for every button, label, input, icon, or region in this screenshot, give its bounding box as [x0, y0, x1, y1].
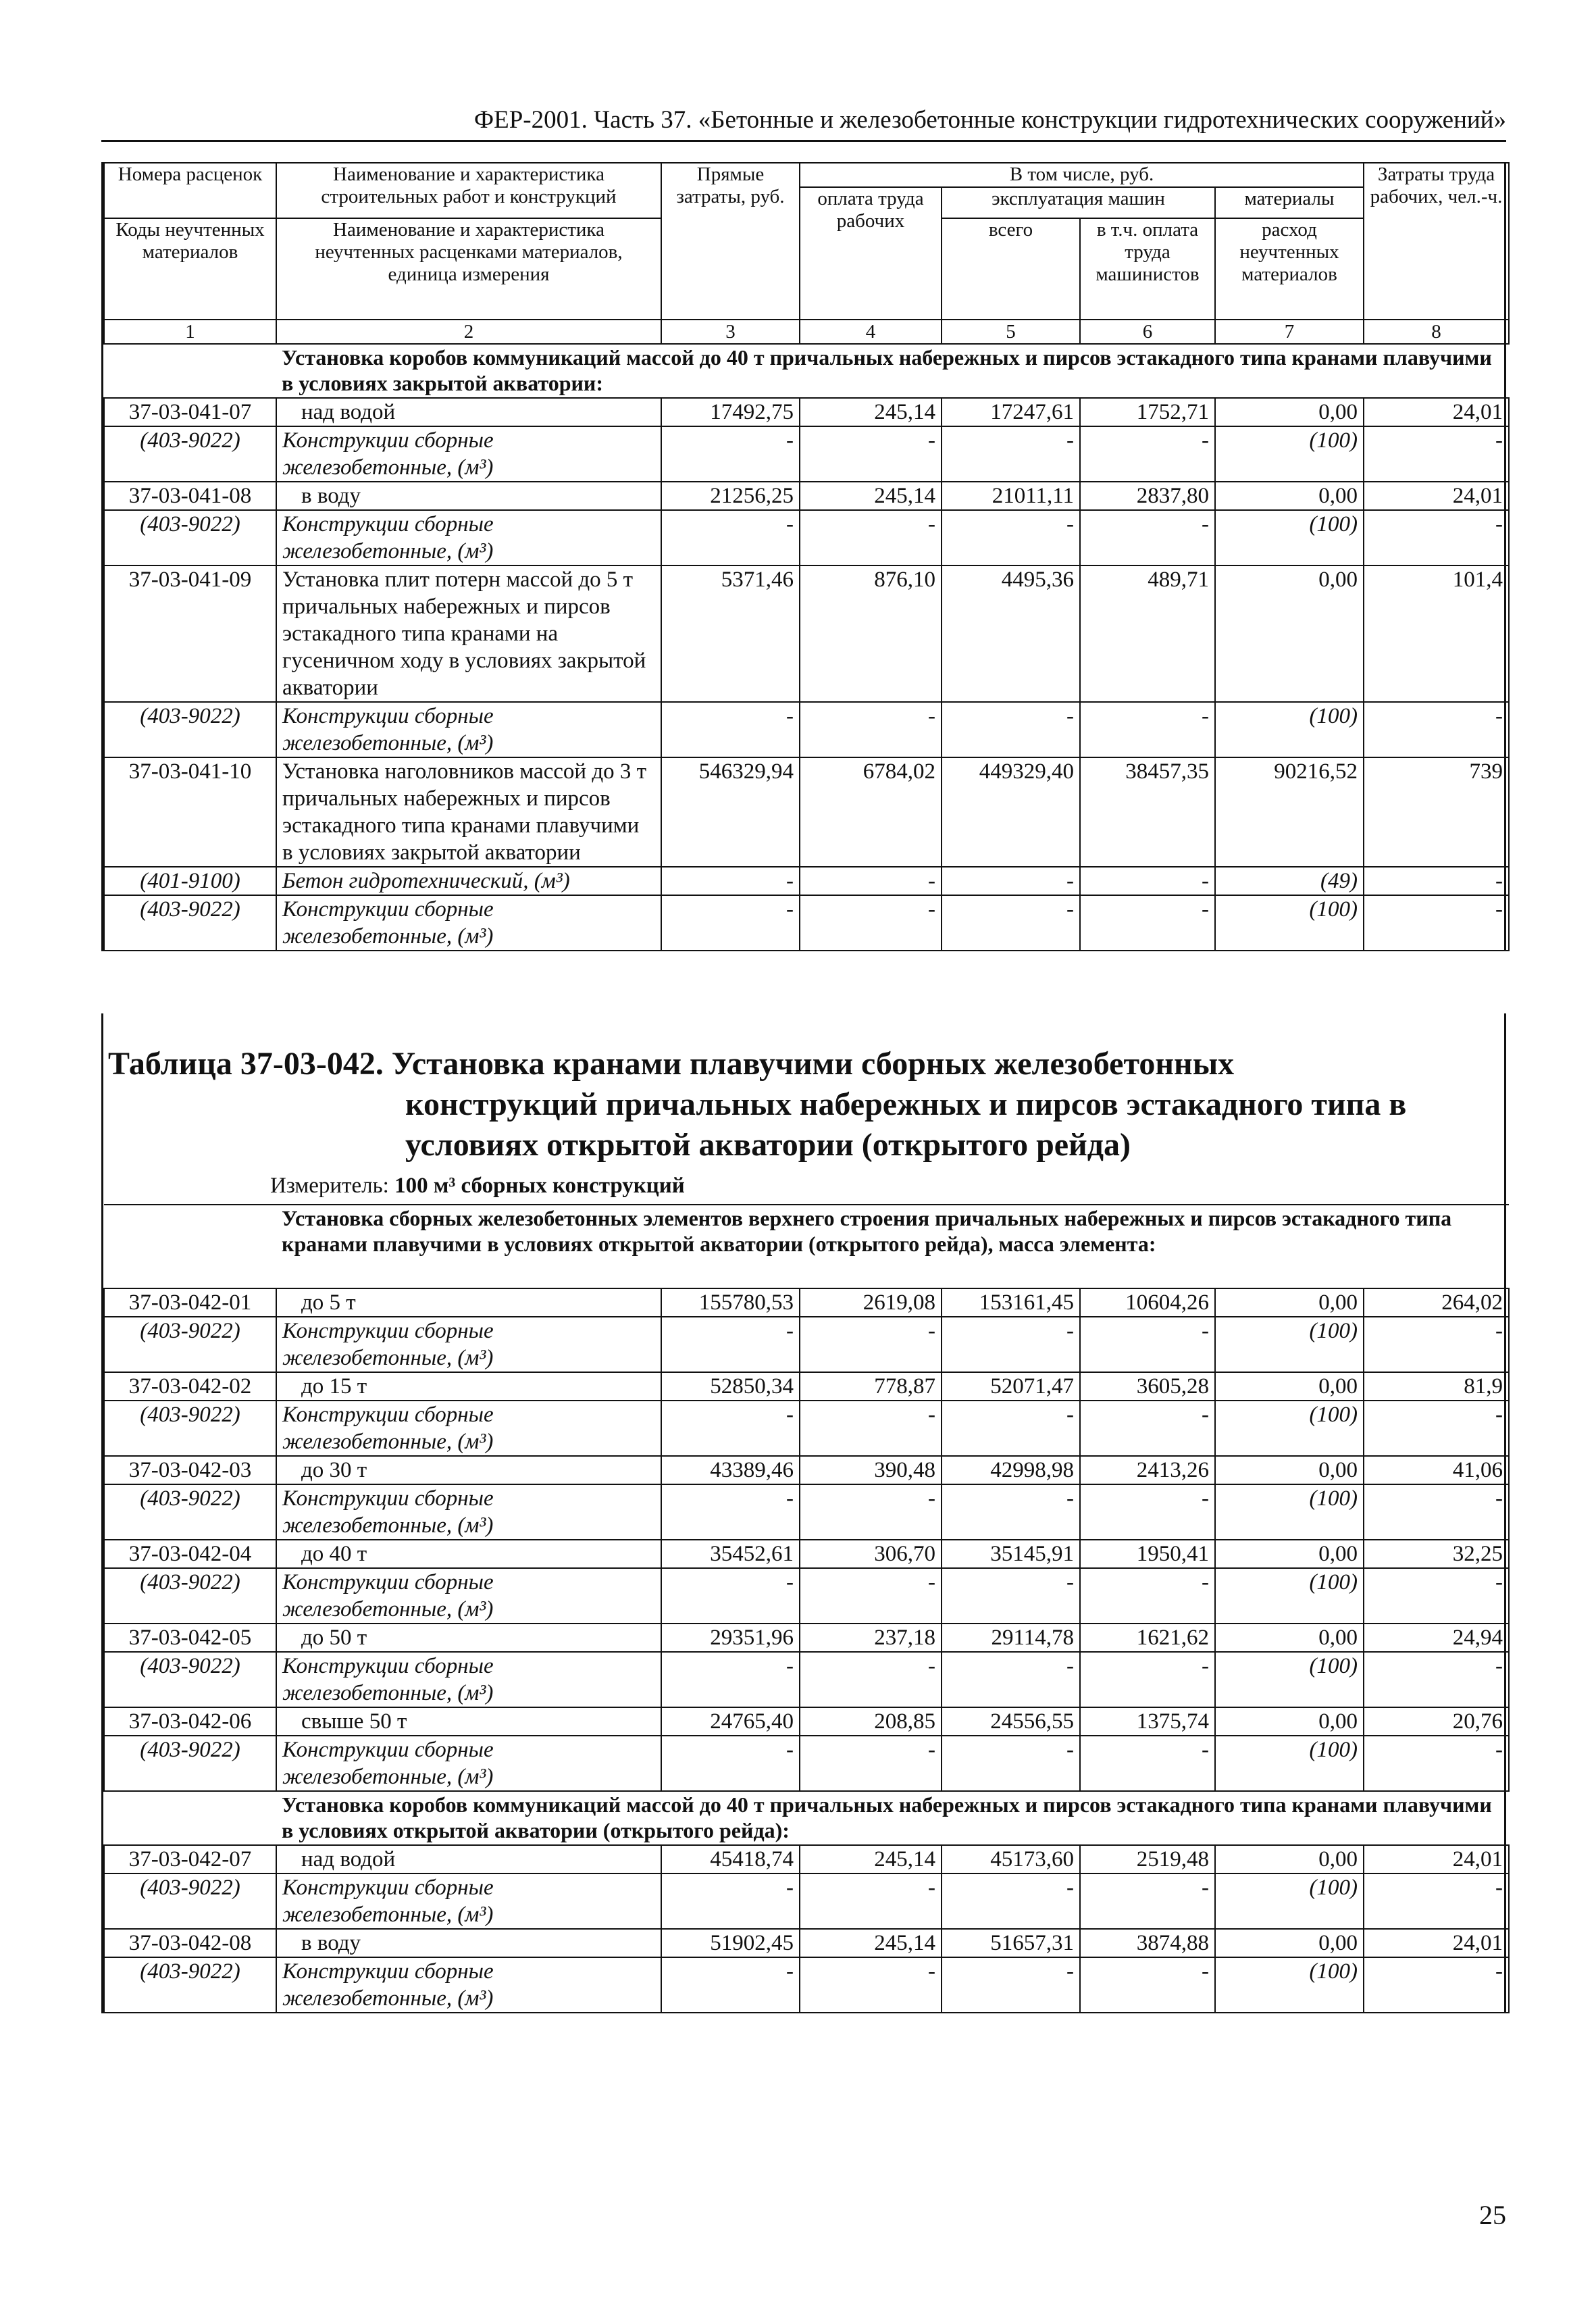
labor-pay: 245,14 — [800, 1929, 942, 1957]
machines-total: 24556,55 — [942, 1707, 1080, 1736]
machinist-pay: 1621,62 — [1080, 1624, 1215, 1652]
materials-value: 0,00 — [1215, 398, 1364, 426]
dash: - — [661, 1401, 800, 1456]
direct-cost: 21256,25 — [661, 482, 800, 510]
machines-total: 45173,60 — [942, 1845, 1080, 1873]
material-name: Конструкции сборные железобетонные, (м³) — [276, 1484, 661, 1540]
labor-hours: 81,9 — [1364, 1372, 1509, 1401]
machinist-pay: 489,71 — [1080, 565, 1215, 702]
header-c8: Затраты труда рабочих, чел.-ч. — [1364, 163, 1509, 320]
material-qty: (100) — [1215, 895, 1364, 951]
machinist-pay: 10604,26 — [1080, 1288, 1215, 1317]
header-c4: оплата труда рабочих — [800, 187, 942, 320]
dash: - — [1080, 1873, 1215, 1929]
dash: - — [942, 1484, 1080, 1540]
materials-value: 90216,52 — [1215, 757, 1364, 867]
dash: - — [942, 1568, 1080, 1624]
material-row: (401-9100) Бетон гидротехнический, (м³) - - - - (49) - — [104, 867, 1509, 895]
material-code: (403-9022) — [104, 1568, 276, 1624]
dash: - — [1364, 1873, 1509, 1929]
work-name: до 50 т — [276, 1624, 661, 1652]
direct-cost: 546329,94 — [661, 757, 800, 867]
dash: - — [800, 1317, 942, 1372]
material-name: Конструкции сборные железобетонные, (м³) — [276, 1317, 661, 1372]
dash: - — [800, 1652, 942, 1707]
machinist-pay: 1752,71 — [1080, 398, 1215, 426]
col-num: 1 — [104, 320, 276, 344]
table-041-frame — [101, 162, 1506, 951]
materials-value: 0,00 — [1215, 1845, 1364, 1873]
work-name: над водой — [276, 1845, 661, 1873]
table-row — [104, 1707, 1509, 1736]
dash: - — [942, 1873, 1080, 1929]
table-042-title: Таблица 37-03-042. Установка кранами плавучими сборных железобетонных конструкций причальных набережных и пирсов эстакадного типа в условиях открытой акватории (открытого рейда) — [108, 1046, 1407, 1163]
material-row: (403-9022) Конструкции сборные железобетонные, (м³) - - - - (100) - — [104, 426, 1509, 482]
work-name: свыше 50 т — [276, 1707, 661, 1736]
table-041 — [103, 162, 1510, 951]
materials-value: 0,00 — [1215, 1707, 1364, 1736]
machinist-pay: 3605,28 — [1080, 1372, 1215, 1401]
labor-pay: 208,85 — [800, 1707, 942, 1736]
dash: - — [800, 1957, 942, 2013]
labor-hours: 24,01 — [1364, 1845, 1509, 1873]
work-name: в воду — [276, 1929, 661, 1957]
machinist-pay: 2837,80 — [1080, 482, 1215, 510]
header-c2b: Наименование и характеристика неучтенных расценками материалов, единица измерения — [276, 218, 661, 320]
labor-hours: 24,01 — [1364, 398, 1509, 426]
material-code: (403-9022) — [104, 426, 276, 482]
labor-pay: 778,87 — [800, 1372, 942, 1401]
machines-total: 29114,78 — [942, 1624, 1080, 1652]
machines-total: 51657,31 — [942, 1929, 1080, 1957]
machinist-pay: 3874,88 — [1080, 1929, 1215, 1957]
col-num: 8 — [1364, 320, 1509, 344]
table-row — [104, 1624, 1509, 1652]
dash: - — [1080, 1401, 1215, 1456]
rate-code: 37-03-042-03 — [104, 1456, 276, 1484]
dash: - — [1080, 1736, 1215, 1791]
material-row — [104, 1484, 1509, 1540]
material-qty: (49) — [1215, 867, 1364, 895]
materials-value: 0,00 — [1215, 1456, 1364, 1484]
rate-code: 37-03-042-01 — [104, 1288, 276, 1317]
labor-pay: 390,48 — [800, 1456, 942, 1484]
table-row — [104, 1288, 1509, 1317]
direct-cost: 29351,96 — [661, 1624, 800, 1652]
dash: - — [661, 1736, 800, 1791]
labor-pay: 876,10 — [800, 565, 942, 702]
work-name: до 5 т — [276, 1288, 661, 1317]
material-row — [104, 1401, 1509, 1456]
work-name: в воду — [276, 482, 661, 510]
material-row — [104, 1652, 1509, 1707]
materials-value: 0,00 — [1215, 1540, 1364, 1568]
col-num: 6 — [1080, 320, 1215, 344]
material-row: (403-9022) Конструкции сборные железобетонные, (м³) - - - - (100) - — [104, 702, 1509, 757]
labor-hours: 739 — [1364, 757, 1509, 867]
material-name: Конструкции сборные железобетонные, (м³) — [276, 702, 661, 757]
table-row — [104, 565, 1509, 702]
col-num: 3 — [661, 320, 800, 344]
material-code: (403-9022) — [104, 1317, 276, 1372]
measure-unit: Измеритель: 100 м³ сборных конструкций — [270, 1174, 685, 1198]
labor-hours: 20,76 — [1364, 1707, 1509, 1736]
header-incl: В том числе, руб. — [800, 163, 1364, 187]
dash: - — [661, 1652, 800, 1707]
dash: - — [661, 1484, 800, 1540]
machines-total: 35145,91 — [942, 1540, 1080, 1568]
dash: - — [1080, 1652, 1215, 1707]
col-num: 5 — [942, 320, 1080, 344]
dash: - — [942, 1317, 1080, 1372]
rate-code: 37-03-042-05 — [104, 1624, 276, 1652]
material-code: (403-9022) — [104, 1957, 276, 2013]
material-name: Конструкции сборные железобетонные, (м³) — [276, 1873, 661, 1929]
material-name: Конструкции сборные железобетонные, (м³) — [276, 1401, 661, 1456]
table-row — [104, 757, 1509, 867]
material-code: (403-9022) — [104, 895, 276, 951]
dash: - — [661, 1873, 800, 1929]
dash: - — [1364, 1568, 1509, 1624]
machines-total: 42998,98 — [942, 1456, 1080, 1484]
material-qty: (100) — [1215, 1652, 1364, 1707]
labor-pay: 306,70 — [800, 1540, 942, 1568]
material-name: Конструкции сборные железобетонные, (м³) — [276, 1568, 661, 1624]
material-name: Конструкции сборные железобетонные, (м³) — [276, 426, 661, 482]
dash: - — [1080, 1317, 1215, 1372]
header-c1a: Номера расценок — [104, 163, 276, 218]
dash: - — [800, 1401, 942, 1456]
table-row — [104, 1372, 1509, 1401]
dash: - — [1364, 1484, 1509, 1540]
material-qty: (100) — [1215, 426, 1364, 482]
material-row — [104, 1873, 1509, 1929]
work-name: до 15 т — [276, 1372, 661, 1401]
labor-hours: 32,25 — [1364, 1540, 1509, 1568]
rate-code: 37-03-041-08 — [104, 482, 276, 510]
table-row — [104, 482, 1509, 510]
materials-value: 0,00 — [1215, 482, 1364, 510]
material-qty: (100) — [1215, 1401, 1364, 1456]
material-qty: (100) — [1215, 702, 1364, 757]
header-c5: всего — [942, 218, 1080, 320]
material-code: (403-9022) — [104, 1652, 276, 1707]
dash: - — [800, 1873, 942, 1929]
rate-code: 37-03-041-07 — [104, 398, 276, 426]
material-code: (403-9022) — [104, 1484, 276, 1540]
table-042 — [103, 1204, 1510, 2013]
material-name: Конструкции сборные железобетонные, (м³) — [276, 1652, 661, 1707]
material-code: (403-9022) — [104, 702, 276, 757]
dash: - — [661, 1957, 800, 2013]
labor-pay: 245,14 — [800, 482, 942, 510]
dash: - — [1080, 1484, 1215, 1540]
dash: - — [800, 1736, 942, 1791]
dash: - — [1364, 1957, 1509, 2013]
header-c6: в т.ч. оплата труда машинистов — [1080, 218, 1215, 320]
work-name: Установка наголовников массой до 3 т причальных набережных и пирсов эстакадного типа кранами плавучими в условиях закрытой акватории — [276, 757, 661, 867]
labor-hours: 41,06 — [1364, 1456, 1509, 1484]
material-qty: (100) — [1215, 510, 1364, 565]
material-row — [104, 1957, 1509, 2013]
table-row — [104, 398, 1509, 426]
material-row — [104, 1317, 1509, 1372]
labor-hours: 24,01 — [1364, 1929, 1509, 1957]
dash: - — [1364, 1401, 1509, 1456]
direct-cost: 51902,45 — [661, 1929, 800, 1957]
machines-total: 153161,45 — [942, 1288, 1080, 1317]
work-name: над водой — [276, 398, 661, 426]
dash: - — [942, 1401, 1080, 1456]
material-qty: (100) — [1215, 1568, 1364, 1624]
materials-value: 0,00 — [1215, 1288, 1364, 1317]
direct-cost: 35452,61 — [661, 1540, 800, 1568]
material-name: Конструкции сборные железобетонные, (м³) — [276, 895, 661, 951]
running-header: ФЕР-2001. Часть 37. «Бетонные и железобетонные конструкции гидротехнических сооружений» — [473, 106, 1506, 134]
machinist-pay: 2413,26 — [1080, 1456, 1215, 1484]
table-row — [104, 1540, 1509, 1568]
col-num: 2 — [276, 320, 661, 344]
labor-hours: 101,4 — [1364, 565, 1509, 702]
rate-code: 37-03-041-10 — [104, 757, 276, 867]
work-name: Установка плит потерн массой до 5 т причальных набережных и пирсов эстакадного типа кранами на гусеничном ходу в условиях закрытой акватории — [276, 565, 661, 702]
material-qty: (100) — [1215, 1873, 1364, 1929]
dash: - — [1364, 1652, 1509, 1707]
material-row — [104, 1736, 1509, 1791]
dash: - — [661, 1568, 800, 1624]
dash: - — [942, 1652, 1080, 1707]
rate-code: 37-03-041-09 — [104, 565, 276, 702]
dash: - — [1364, 1736, 1509, 1791]
machines-total: 4495,36 — [942, 565, 1080, 702]
material-row: (403-9022) Конструкции сборные железобетонные, (м³) - - - - (100) - — [104, 895, 1509, 951]
machinist-pay: 38457,35 — [1080, 757, 1215, 867]
machines-total: 52071,47 — [942, 1372, 1080, 1401]
table-042-frame — [101, 1204, 1506, 2013]
dash: - — [1364, 1317, 1509, 1372]
labor-hours: 264,02 — [1364, 1288, 1509, 1317]
material-name: Бетон гидротехнический, (м³) — [276, 867, 661, 895]
materials-value: 0,00 — [1215, 1372, 1364, 1401]
direct-cost: 43389,46 — [661, 1456, 800, 1484]
materials-value: 0,00 — [1215, 1929, 1364, 1957]
direct-cost: 5371,46 — [661, 565, 800, 702]
direct-cost: 24765,40 — [661, 1707, 800, 1736]
labor-hours: 24,01 — [1364, 482, 1509, 510]
materials-value: 0,00 — [1215, 1624, 1364, 1652]
rate-code: 37-03-042-06 — [104, 1707, 276, 1736]
dash: - — [1080, 1957, 1215, 2013]
machinist-pay: 2519,48 — [1080, 1845, 1215, 1873]
direct-cost: 17492,75 — [661, 398, 800, 426]
col-num: 4 — [800, 320, 942, 344]
labor-pay: 2619,08 — [800, 1288, 942, 1317]
section-heading: Установка коробов коммуникаций массой до 40 т причальных набережных и пирсов эстакадного типа кранами плавучими в условиях закрытой акватории: — [276, 344, 1509, 398]
labor-hours: 24,94 — [1364, 1624, 1509, 1652]
header-materials: материалы — [1215, 187, 1364, 218]
section-heading: Установка коробов коммуникаций массой до 40 т причальных набережных и пирсов эстакадного типа кранами плавучими в условиях открытой акватории (открытого рейда): — [276, 1791, 1509, 1845]
work-name: до 30 т — [276, 1456, 661, 1484]
material-code: (403-9022) — [104, 1401, 276, 1456]
dash: - — [942, 1957, 1080, 2013]
labor-pay: 6784,02 — [800, 757, 942, 867]
rate-code: 37-03-042-08 — [104, 1929, 276, 1957]
labor-pay: 245,14 — [800, 398, 942, 426]
material-qty: (100) — [1215, 1736, 1364, 1791]
header-c1b: Коды неучтенных материалов — [104, 218, 276, 320]
section-heading: Установка сборных железобетонных элементов верхнего строения причальных набережных и пирсов эстакадного типа кранами плавучими в условиях открытой акватории (открытого рейда), масса элемента: — [276, 1205, 1509, 1288]
dash: - — [942, 1736, 1080, 1791]
labor-pay: 245,14 — [800, 1845, 942, 1873]
direct-cost: 155780,53 — [661, 1288, 800, 1317]
rate-code: 37-03-042-04 — [104, 1540, 276, 1568]
col-num: 7 — [1215, 320, 1364, 344]
table-row — [104, 1929, 1509, 1957]
material-code: (403-9022) — [104, 1736, 276, 1791]
machinist-pay: 1375,74 — [1080, 1707, 1215, 1736]
machinist-pay: 1950,41 — [1080, 1540, 1215, 1568]
header-machines: эксплуатация машин — [942, 187, 1215, 218]
table-row — [104, 1456, 1509, 1484]
dash: - — [800, 1568, 942, 1624]
rate-code: 37-03-042-07 — [104, 1845, 276, 1873]
rate-code: 37-03-042-02 — [104, 1372, 276, 1401]
machines-total: 17247,61 — [942, 398, 1080, 426]
material-code: (401-9100) — [104, 867, 276, 895]
material-row — [104, 1568, 1509, 1624]
work-name: до 40 т — [276, 1540, 661, 1568]
labor-pay: 237,18 — [800, 1624, 942, 1652]
table-row — [104, 1845, 1509, 1873]
material-name: Конструкции сборные железобетонные, (м³) — [276, 510, 661, 565]
direct-cost: 45418,74 — [661, 1845, 800, 1873]
frame-sides — [101, 1013, 1506, 1204]
material-qty: (100) — [1215, 1484, 1364, 1540]
material-qty: (100) — [1215, 1957, 1364, 2013]
machines-total: 449329,40 — [942, 757, 1080, 867]
material-qty: (100) — [1215, 1317, 1364, 1372]
dash: - — [800, 1484, 942, 1540]
machines-total: 21011,11 — [942, 482, 1080, 510]
header-c3: Прямые затраты, руб. — [661, 163, 800, 320]
material-row: (403-9022) Конструкции сборные железобетонные, (м³) - - - - (100) - — [104, 510, 1509, 565]
page-number: 25 — [1479, 2200, 1506, 2230]
material-code: (403-9022) — [104, 1873, 276, 1929]
materials-value: 0,00 — [1215, 565, 1364, 702]
material-code: (403-9022) — [104, 510, 276, 565]
material-name: Конструкции сборные железобетонные, (м³) — [276, 1957, 661, 2013]
dash: - — [661, 1317, 800, 1372]
header-rule — [101, 140, 1506, 142]
header-c2a: Наименование и характеристика строительных работ и конструкций — [276, 163, 661, 218]
material-name: Конструкции сборные железобетонные, (м³) — [276, 1736, 661, 1791]
dash: - — [1080, 1568, 1215, 1624]
header-c7: расход неучтенных материалов — [1215, 218, 1364, 320]
direct-cost: 52850,34 — [661, 1372, 800, 1401]
